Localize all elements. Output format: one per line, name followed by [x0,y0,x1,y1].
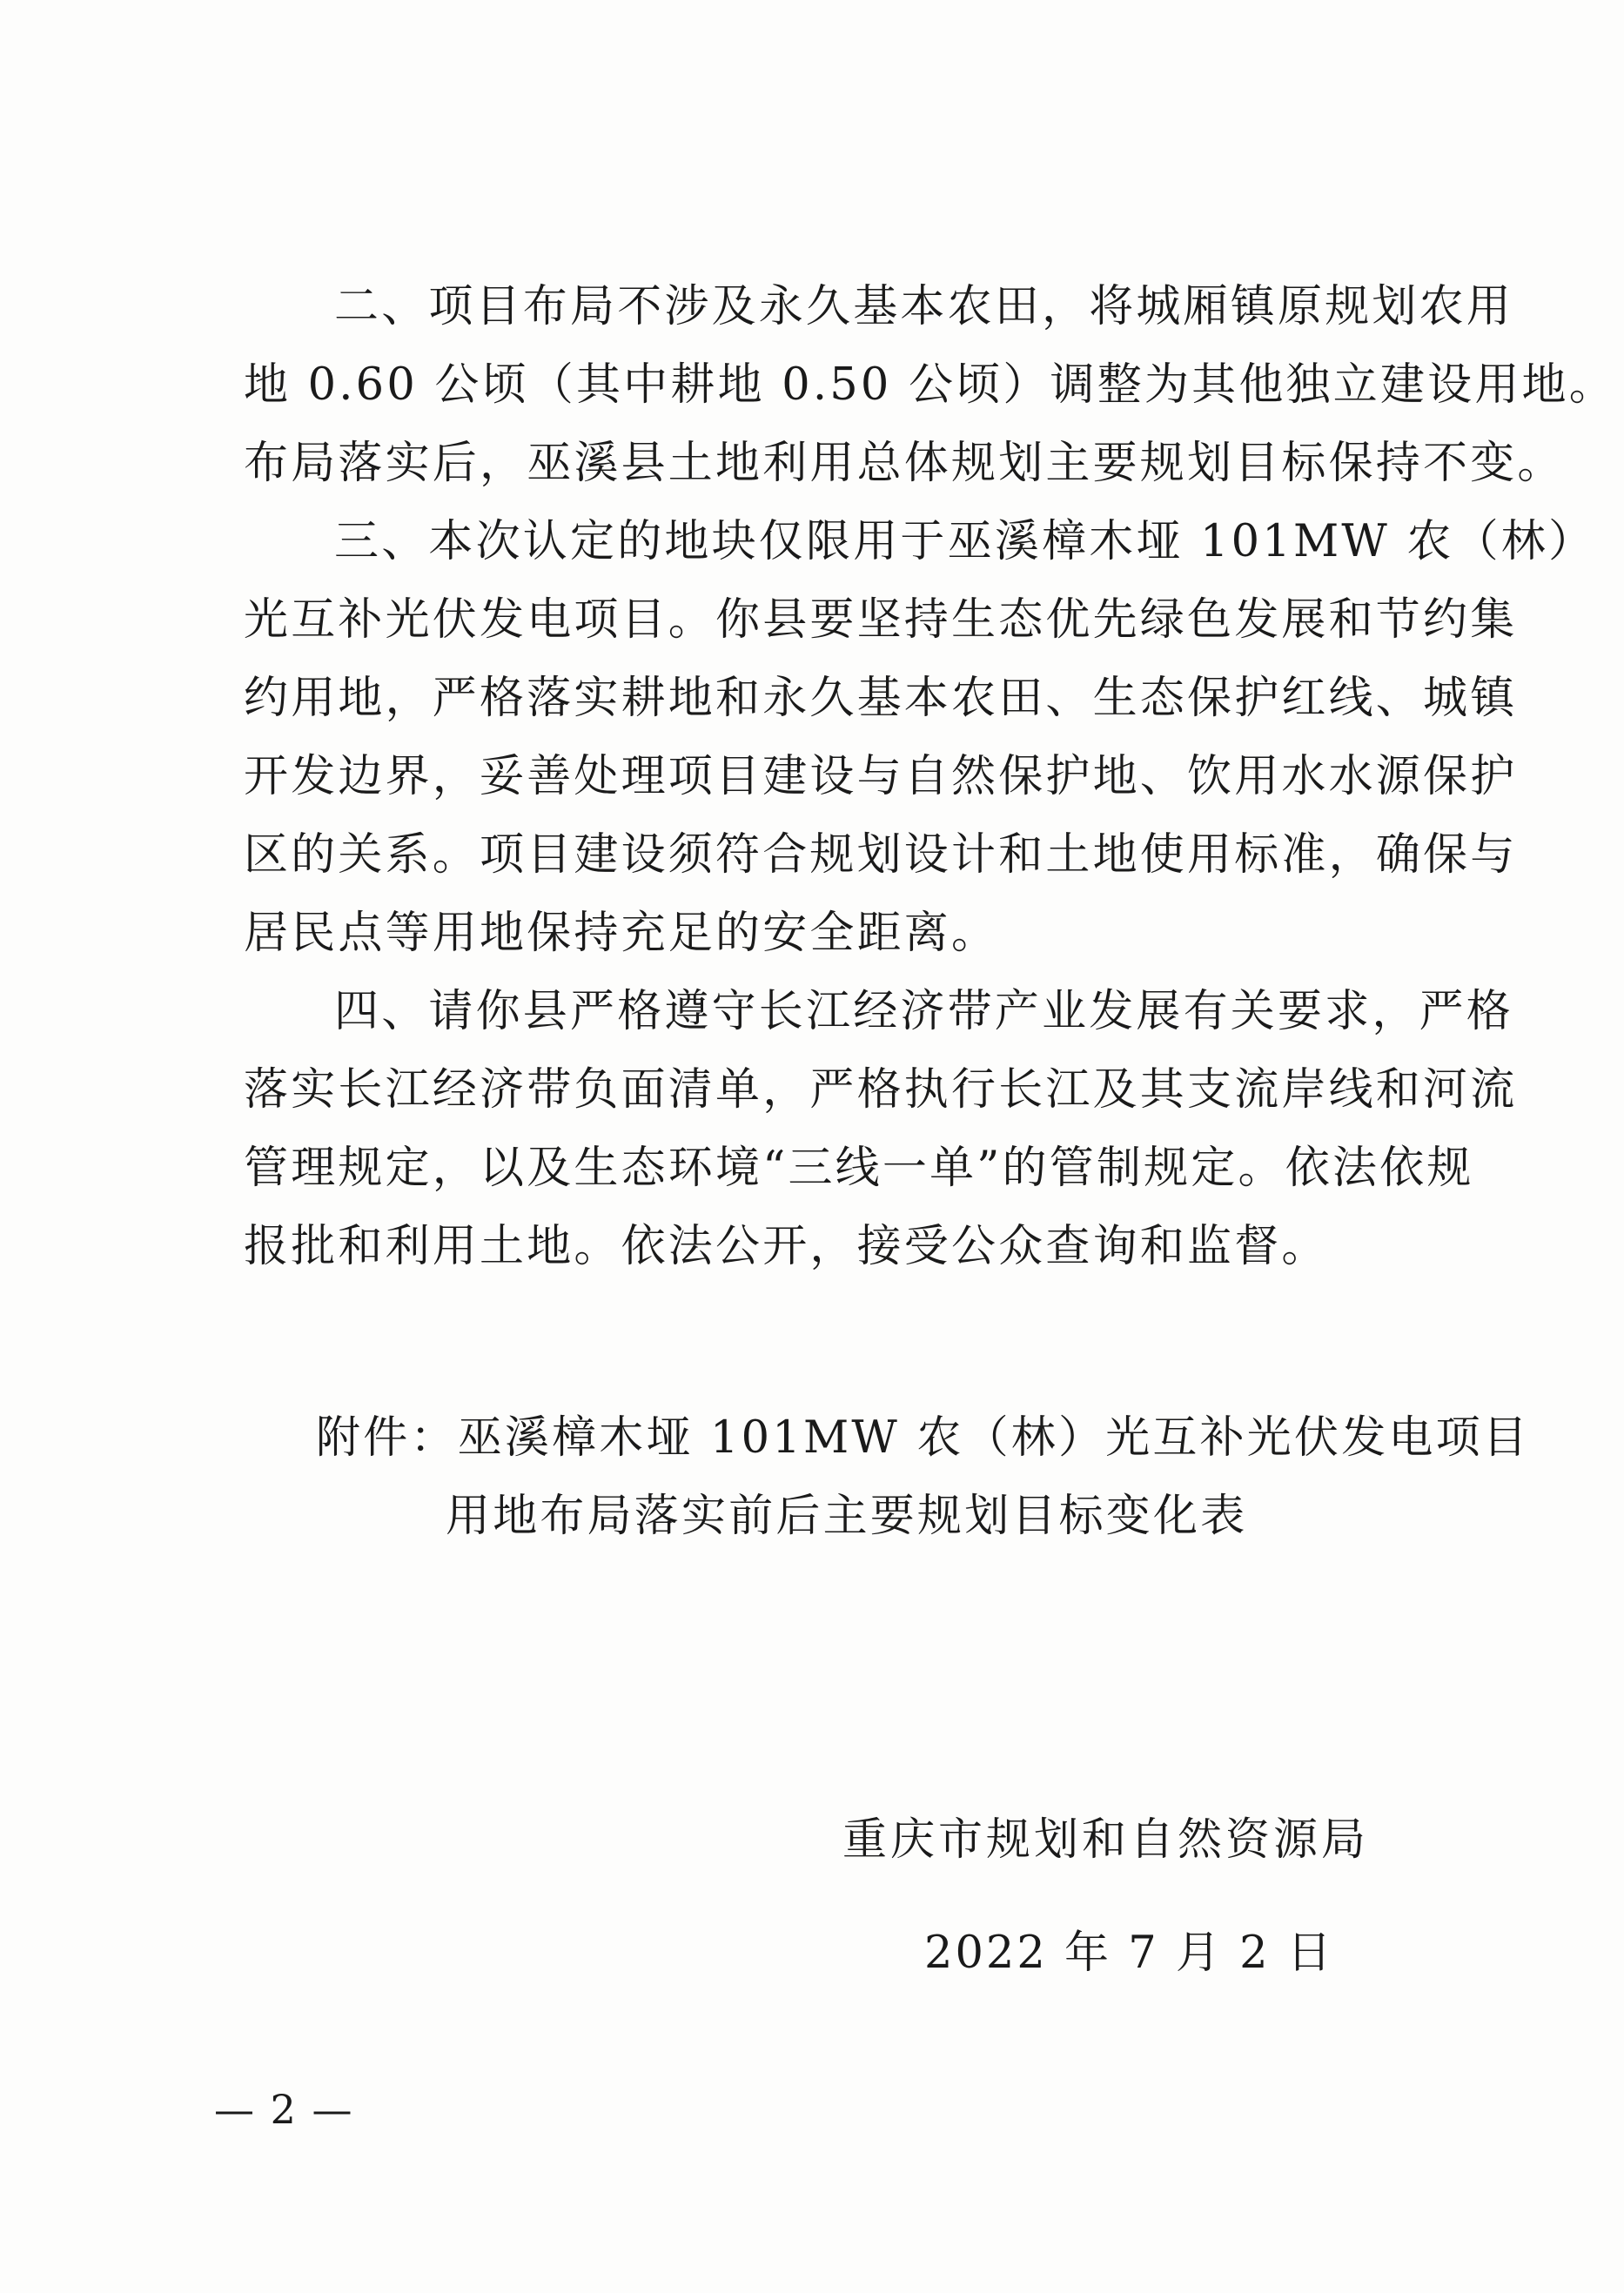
issue-date: 2022 年 7 月 2 日 [924,1928,1334,1979]
paragraph-item-2 [244,268,1616,503]
attachment-note [316,1399,1530,1556]
attachment-line: 用地布局落实前后主要规划目标变化表 [446,1491,1248,1542]
paragraph-line: 居民点等用地保持充足的安全距离。 [244,908,999,959]
paragraph-line: 地 0.60 公顷（其中耕地 0.50 公顷）调整为其他独立建设用地。 [244,359,1616,411]
paragraph-line: 光互补光伏发电项目。你县要坚持生态优先绿色发展和节约集 [244,594,1518,646]
paragraph-line: 二、项目布局不涉及永久基本农田，将城厢镇原规划农用 [334,281,1514,332]
paragraph-line: 布局落实后，巫溪县土地利用总体规划主要规划目标保持不变。 [244,438,1565,489]
page-number: — 2 — [214,2086,354,2133]
paragraph-line: 报批和利用土地。依法公开，接受公众查询和监督。 [244,1221,1329,1272]
paragraph-item-3 [244,503,1596,973]
attachment-line: 附件：巫溪樟木垭 101MW 农（林）光互补光伏发电项目 [316,1412,1531,1464]
paragraph-line: 约用地，严格落实耕地和永久基本农田、生态保护红线、城镇 [244,673,1518,724]
paragraph-line: 三、本次认定的地块仅限用于巫溪樟木垭 101MW 农（林） [334,516,1596,567]
issuer-signature: 重庆市规划和自然资源局 [842,1814,1370,1866]
paragraph-line: 开发边界，妥善处理项目建设与自然保护地、饮用水水源保护 [244,751,1518,802]
paragraph-line: 落实长江经济带负面清单，严格执行长江及其支流岸线和河流 [244,1064,1518,1116]
paragraph-line: 区的关系。项目建设须符合规划设计和土地使用标准，确保与 [244,829,1518,881]
paragraph-item-4 [244,973,1518,1286]
paragraph-line: 管理规定，以及生态环境“三线一单”的管制规定。依法依规 [244,1143,1474,1194]
paragraph-line: 四、请你县严格遵守长江经济带产业发展有关要求，严格 [334,986,1514,1037]
